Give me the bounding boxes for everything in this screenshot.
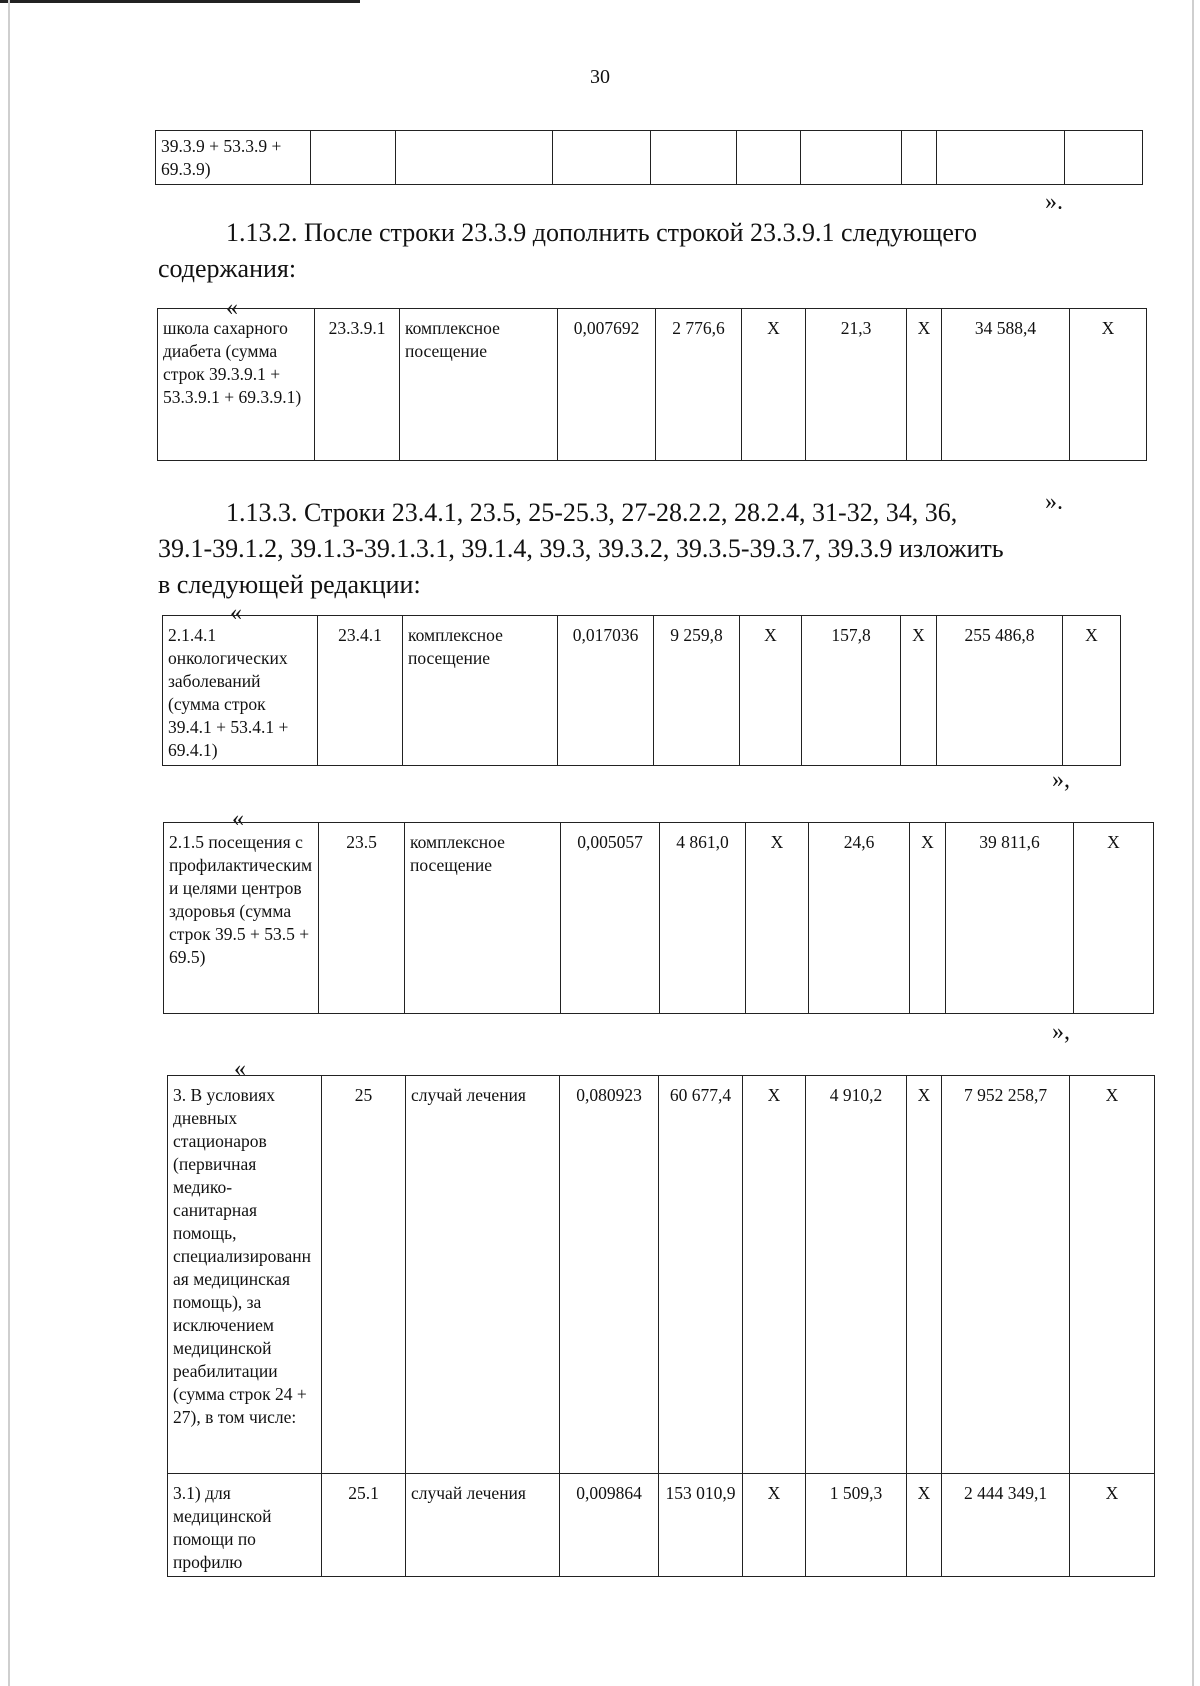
cell-per-capita: 157,8: [802, 616, 901, 766]
cell-row-number: 25: [322, 1076, 406, 1474]
cell-row-number: [311, 131, 396, 185]
paragraph-line: в следующей редакции:: [158, 570, 421, 599]
cell-per-capita: 1 509,3: [806, 1474, 907, 1577]
cell-x1: Х: [740, 616, 802, 766]
cell-volume: 0,009864: [560, 1474, 659, 1577]
cell-x2: [902, 131, 937, 185]
top-rule: [0, 0, 360, 3]
close-quote: »,: [1052, 1019, 1070, 1045]
cell-unit: [396, 131, 553, 185]
cell-per-capita: [801, 131, 902, 185]
cell-row-number: 23.4.1: [318, 616, 403, 766]
cell-x2: Х: [907, 309, 942, 461]
cell-unit: комплексное посещение: [405, 823, 561, 1014]
cell-name: 2.1.5 посещения с профилактическими целями центров здоровья (сумма строк 39.5 + 53.5 + 69.5): [164, 823, 319, 1014]
cell-name: школа сахарного диабета (сумма строк 39.3.9.1 + 53.3.9.1 + 69.3.9.1): [158, 309, 315, 461]
table-diabetes-school: [157, 308, 1147, 461]
table-row: [163, 616, 1121, 766]
cell-x3: Х: [1070, 309, 1147, 461]
cell-name: 39.3.9 + 53.3.9 + 69.3.9): [156, 131, 311, 185]
cell-cost: 153 010,9: [659, 1474, 743, 1577]
cell-name: 3. В условиях дневных стационаров (первичная медико-санитарная помощь, специализированная медицинская помощь), за исключением медицинской реабилитации (сумма строк 24 + 27), в том числе:: [168, 1076, 322, 1474]
cell-total: 2 444 349,1: [942, 1474, 1070, 1577]
table-day-hospital: [167, 1075, 1155, 1577]
paragraph-line: 39.1-39.1.2, 39.1.3-39.1.3.1, 39.1.4, 39.3, 39.3.2, 39.3.5-39.3.7, 39.3.9 изложить: [158, 534, 1004, 563]
paragraph-line: 1.13.3. Строки 23.4.1, 23.5, 25-25.3, 27-28.2.2, 28.2.4, 31-32, 34, 36,: [226, 498, 958, 527]
cell-x3: Х: [1063, 616, 1121, 766]
paragraph-line: содержания:: [158, 254, 297, 283]
table-oncology: [162, 615, 1121, 766]
table-row: [168, 1076, 1155, 1474]
table-row: [156, 131, 1143, 185]
cell-volume: 0,080923: [560, 1076, 659, 1474]
cell-cost: 2 776,6: [656, 309, 742, 461]
cell-volume: 0,007692: [558, 309, 656, 461]
cell-per-capita: 21,3: [806, 309, 907, 461]
paragraph-1-13-3: [158, 495, 1070, 603]
cell-x3: Х: [1074, 823, 1154, 1014]
table-row: [158, 309, 1147, 461]
paragraph-line: 1.13.2. После строки 23.3.9 дополнить строкой 23.3.9.1 следующего: [226, 218, 977, 247]
cell-x1: Х: [743, 1076, 806, 1474]
cell-x3: [1065, 131, 1143, 185]
close-quote: ».: [1045, 489, 1063, 515]
cell-volume: [553, 131, 651, 185]
cell-row-number: 25.1: [322, 1474, 406, 1577]
page-number: 30: [590, 66, 610, 88]
cell-unit: комплексное посещение: [400, 309, 558, 461]
cell-x1: Х: [742, 309, 806, 461]
cell-total: 34 588,4: [942, 309, 1070, 461]
cell-per-capita: 4 910,2: [806, 1076, 907, 1474]
open-quote: «: [232, 806, 244, 832]
cell-name: 2.1.4.1 онкологических заболеваний (сумма строк 39.4.1 + 53.4.1 + 69.4.1): [163, 616, 318, 766]
cell-x2: Х: [910, 823, 946, 1014]
cell-total: [937, 131, 1065, 185]
cell-total: 39 811,6: [946, 823, 1074, 1014]
cell-row-number: 23.5: [319, 823, 405, 1014]
cell-volume: 0,005057: [561, 823, 660, 1014]
cell-x3: Х: [1070, 1474, 1155, 1577]
table-top: [155, 130, 1143, 185]
cell-x2: Х: [907, 1474, 942, 1577]
cell-cost: [651, 131, 737, 185]
cell-volume: 0,017036: [558, 616, 654, 766]
cell-total: 7 952 258,7: [942, 1076, 1070, 1474]
table-row: [168, 1474, 1155, 1577]
open-quote: «: [230, 600, 242, 626]
cell-cost: 4 861,0: [660, 823, 746, 1014]
cell-unit: комплексное посещение: [403, 616, 558, 766]
cell-per-capita: 24,6: [809, 823, 910, 1014]
close-quote: ».: [1045, 189, 1063, 215]
cell-x1: Х: [743, 1474, 806, 1577]
cell-x3: Х: [1070, 1076, 1155, 1474]
cell-unit: случай лечения: [406, 1076, 560, 1474]
table-prevention-centers: [163, 822, 1154, 1014]
open-quote: «: [226, 295, 238, 321]
open-quote: «: [234, 1056, 246, 1082]
cell-name: 3.1) для медицинской помощи по профилю: [168, 1474, 322, 1577]
close-quote: »,: [1052, 767, 1070, 793]
cell-x1: [737, 131, 801, 185]
cell-row-number: 23.3.9.1: [315, 309, 400, 461]
cell-unit: случай лечения: [406, 1474, 560, 1577]
paragraph-1-13-2: [158, 215, 1070, 287]
cell-cost: 9 259,8: [654, 616, 740, 766]
cell-x2: Х: [901, 616, 937, 766]
cell-cost: 60 677,4: [659, 1076, 743, 1474]
cell-total: 255 486,8: [937, 616, 1063, 766]
table-row: [164, 823, 1154, 1014]
scan-edge-left: [8, 0, 10, 1686]
cell-x2: Х: [907, 1076, 942, 1474]
scan-edge-right: [1192, 0, 1194, 1686]
cell-x1: Х: [746, 823, 809, 1014]
